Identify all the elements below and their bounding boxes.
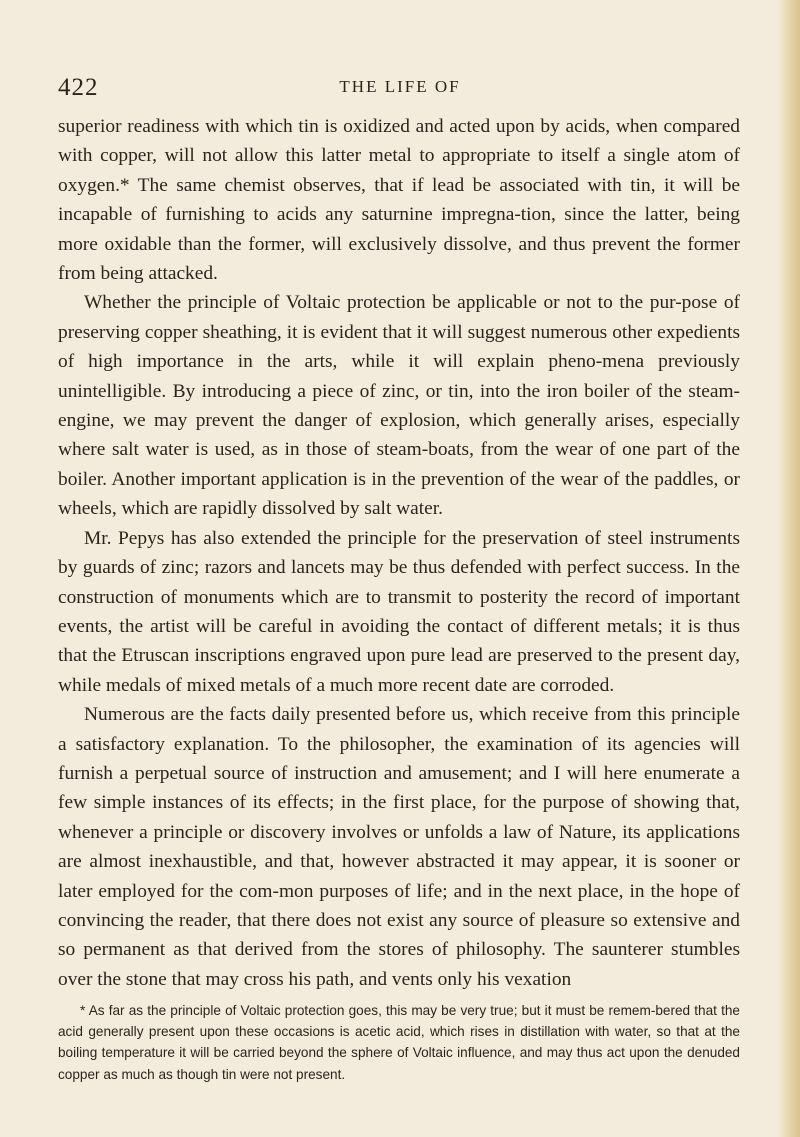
paragraph: Whether the principle of Voltaic protection be applicable or not to the pur-pose of preserving copper sheathing, it is evident that it will suggest numerous other expedients of high importance in the arts, while it will explain pheno-mena previously unintelligible. By introducing a piece of zinc, or tin, into the iron boiler of the steam-engine, we may prevent the danger of explosion, which generally arises, especially where salt water is used, as in those of steam-boats, from the wear of one part of the boiler. Another important application is in the prevention of the wear of the paddles, or wheels, which are rapidly dissolved by salt water.: [58, 292, 740, 520]
page-number: 422: [58, 74, 99, 101]
paragraph: superior readiness with which tin is oxidized and acted upon by acids, when compared with copper, will not allow this latter metal to appropriate to itself a single atom of oxygen.* The same chemist observes, that if lead be associated with tin, it will be incapable of furnishing to acids any saturnine impregna-tion, since the latter, being more oxidable than the former, will exclusively dissolve, and thus prevent the former from being attacked.: [58, 116, 740, 285]
paragraph: Numerous are the facts daily presented before us, which receive from this principle a satisfactory explanation. To the philosopher, the examination of its agencies will furnish a perpetual source of instruction and amusement; and I will here enumerate a few simple instances of its effects; in the first place, for the purpose of showing that, whenever a principle or discovery involves or unfolds a law of Nature, its applications are almost inexhaustible, and that, however abstracted it may appear, it is sooner or later employed for the com-mon purposes of life; and in the next place, in the hope of convincing the reader, that there does not exist any source of pleasure so extensive and so permanent as that derived from the stores of philosophy. The saunterer stumbles over the stone that may cross his path, and vents only his vexation: [58, 704, 740, 990]
running-head: THE LIFE OF: [339, 77, 461, 96]
page-edge-shadow: [778, 0, 800, 1137]
body-text: [58, 112, 740, 994]
footnote: * As far as the principle of Voltaic protection goes, this may be very true; but it must be remem-bered that the acid generally present upon these occasions is acetic acid, which rises in distillation with water, so that at the boiling temperature it will be carried beyond the sphere of Voltaic influence, and may thus act upon the denuded copper as much as though tin were not present.: [58, 1003, 740, 1082]
paragraph: Mr. Pepys has also extended the principle for the preservation of steel instruments by guards of zinc; razors and lancets may be thus defended with perfect success. In the construction of monuments which are to transmit to posterity the record of important events, the artist will be careful in avoiding the contact of different metals; it is thus that the Etruscan inscriptions engraved upon pure lead are preserved to the present day, while medals of mixed metals of a much more recent date are corroded.: [58, 527, 740, 696]
page-header: [58, 74, 742, 104]
